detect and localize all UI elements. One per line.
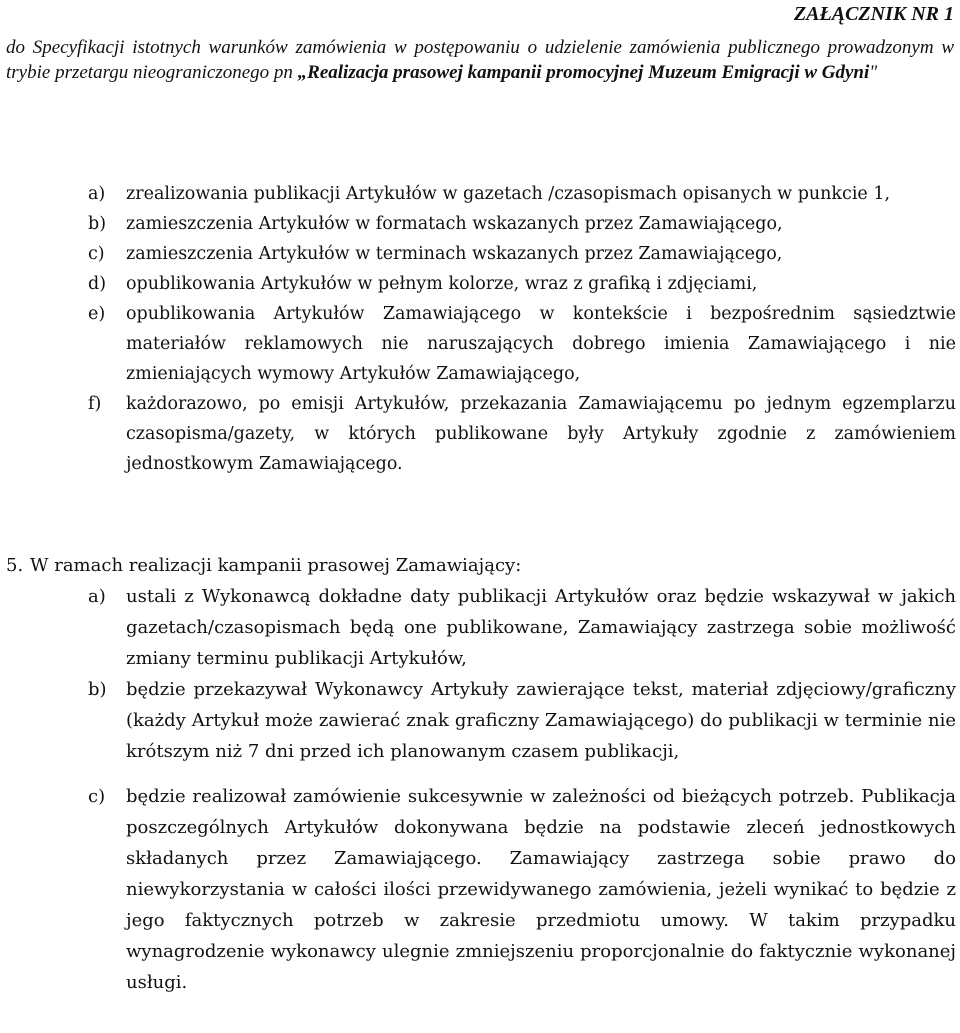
obligations-list	[88, 179, 956, 479]
list-item-text: będzie przekazywał Wykonawcy Artykuły zawierające tekst, materiał zdjęciowy/graficzny (każdy Artykuł może zawierać znak graficzny Zamawiającego) do publikacji w terminie nie krótszym niż 7 dni przed ich planowanym czasem publikacji,	[126, 679, 956, 762]
list-item	[88, 179, 956, 209]
section-5	[6, 550, 956, 998]
list-item-text: zrealizowania publikacji Artykułów w gazetach /czasopismach opisanych w punkcie 1,	[126, 184, 891, 204]
header-text-prefix: do Specyfikacji istotnych warunków zamówienia w postępowaniu o udzielenie zamówienia publicznego prowadzonym w trybie przetargu nieograniczonego pn	[6, 37, 954, 83]
list-marker: f)	[88, 394, 102, 414]
section-5-list	[88, 581, 956, 998]
list-marker: b)	[88, 679, 107, 700]
list-item-text: zamieszczenia Artykułów w terminach wskazanych przez Zamawiającego,	[126, 244, 783, 264]
list-item-text: ustali z Wykonawcą dokładne daty publikacji Artykułów oraz będzie wskazywał w jakich gazetach/czasopismach będą one publikowane, Zamawiający zastrzega sobie możliwość zmiany terminu publikacji Artykułów,	[126, 586, 956, 669]
section-title-text: W ramach realizacji kampanii prasowej Zamawiający:	[30, 555, 522, 576]
document-header	[6, 0, 954, 85]
section-title	[6, 550, 956, 581]
header-text	[6, 35, 954, 85]
list-marker: e)	[88, 304, 106, 324]
list-item	[88, 209, 956, 239]
section-number: 5.	[6, 555, 24, 576]
list-item-text: opublikowania Artykułów w pełnym kolorze, wraz z grafiką i zdjęciami,	[126, 274, 758, 294]
list-item-text: każdorazowo, po emisji Artykułów, przekazania Zamawiającemu po jednym egzemplarzu czasopisma/gazety, w których publikowane były Artykuły zgodnie z zamówieniem jednostkowym Zamawiającego.	[126, 394, 956, 474]
list-marker: a)	[88, 184, 106, 204]
list-marker: a)	[88, 586, 106, 607]
list-marker: b)	[88, 214, 107, 234]
list-item	[88, 299, 956, 389]
list-item	[88, 239, 956, 269]
list-item	[88, 389, 956, 479]
header-text-suffix: "	[869, 62, 878, 83]
list-item	[88, 581, 956, 674]
list-item	[88, 781, 956, 998]
list-item	[88, 269, 956, 299]
list-marker: c)	[88, 786, 106, 807]
list-item-text: będzie realizował zamówienie sukcesywnie w zależności od bieżących potrzeb. Publikacja poszczególnych Artykułów dokonywana będzie na podstawie zleceń jednostkowych składanych przez Zamawiającego. Zamawiający zastrzega sobie prawo do niewykorzystania w całości ilości przewidywanego zamówienia, jeżeli wynikać to będzie z jego faktycznych potrzeb w zakresie przedmiotu umowy. W takim przypadku wynagrodzenie wykonawcy ulegnie zmniejszeniu proporcjonalnie do faktycznie wykonanej usługi.	[126, 786, 956, 993]
annex-label: ZAŁĄCZNIK NR 1	[793, 3, 954, 25]
list-item	[88, 674, 956, 767]
list-item-text: opublikowania Artykułów Zamawiającego w kontekście i bezpośrednim sąsiedztwie materiałów reklamowych nie naruszających dobrego imienia Zamawiającego i nie zmieniających wymowy Artykułów Zamawiającego,	[126, 304, 956, 384]
list-marker: c)	[88, 244, 105, 264]
list-marker: d)	[88, 274, 107, 294]
header-text-bold: „Realizacja prasowej kampanii promocyjnej Muzeum Emigracji w Gdyni	[297, 62, 870, 83]
list-item-text: zamieszczenia Artykułów w formatach wskazanych przez Zamawiającego,	[126, 214, 783, 234]
